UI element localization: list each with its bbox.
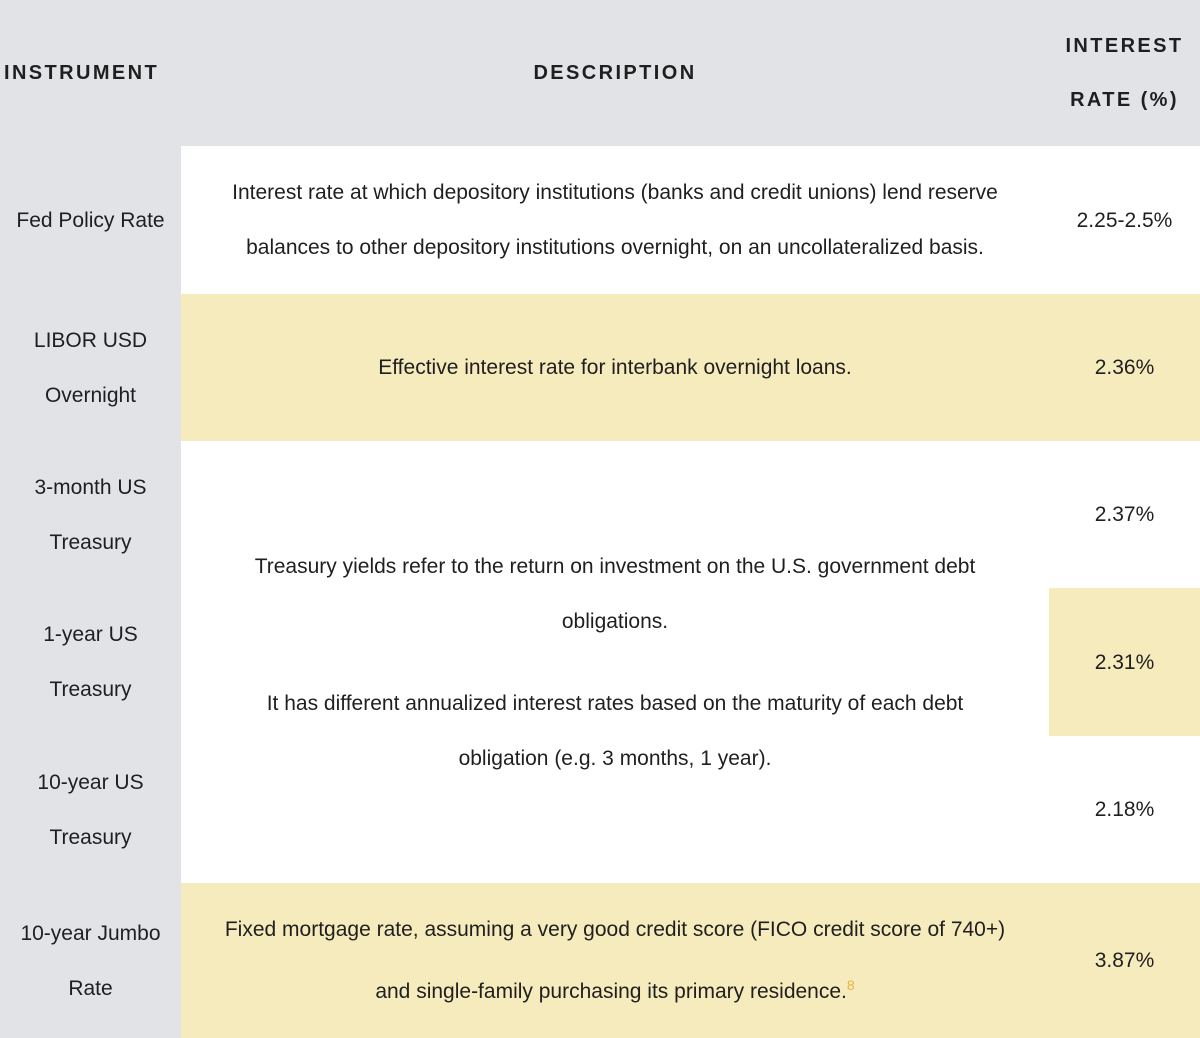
header-rate-line2: RATE (%) — [1070, 89, 1179, 111]
instrument-cell — [0, 441, 181, 588]
instrument-name: Fed Policy Rate — [16, 208, 165, 232]
instrument-cell — [0, 883, 181, 1038]
description-line-with-footnote — [375, 961, 854, 1023]
description-cell — [181, 883, 1049, 1038]
rate-value: 3.87% — [1094, 949, 1155, 972]
rate-cell — [1049, 883, 1200, 1038]
instrument-cell — [0, 588, 181, 736]
description-line: and single-family purchasing its primary residence. — [375, 979, 847, 1003]
header-rate — [1049, 0, 1200, 146]
instrument-name: Treasury — [49, 825, 132, 849]
instrument-cell — [0, 146, 181, 294]
description-line: Effective interest rate for interbank overnight loans. — [378, 356, 852, 379]
description-line: Interest rate at which depository institutions (banks and credit unions) lend reserve — [232, 181, 998, 204]
description-line: It has different annualized interest rates based on the maturity of each debt — [266, 691, 964, 715]
description-cell — [181, 294, 1049, 441]
instrument-name: 1-year US — [43, 623, 138, 646]
rate-value: 2.31% — [1094, 650, 1155, 674]
header-rate-line1: INTEREST — [1065, 35, 1184, 57]
rate-value: 2.25-2.5% — [1076, 208, 1173, 232]
rate-value: 2.36% — [1094, 356, 1155, 379]
rate-cell — [1049, 736, 1200, 883]
rate-value: 2.37% — [1094, 503, 1155, 526]
instrument-name: Treasury — [49, 530, 132, 554]
rate-cell — [1049, 294, 1200, 441]
rate-cell — [1049, 146, 1200, 294]
description-cell — [181, 146, 1049, 294]
description-line: Treasury yields refer to the return on investment on the U.S. government debt — [254, 554, 976, 578]
treasury-description-cell — [181, 441, 1049, 883]
header-instrument — [0, 0, 181, 146]
description-line: Fixed mortgage rate, assuming a very good credit score (FICO credit score of 740+) — [224, 917, 1006, 941]
description-line: obligations. — [561, 609, 669, 633]
instrument-name: LIBOR USD — [33, 328, 148, 352]
instrument-name: 10-year US — [37, 770, 144, 794]
instrument-name: 10-year Jumbo — [20, 921, 161, 945]
rate-cell — [1049, 441, 1200, 588]
header-description-label: DESCRIPTION — [533, 62, 697, 84]
instrument-name: Treasury — [49, 678, 132, 701]
instrument-name: Rate — [68, 976, 113, 1000]
rate-cell — [1049, 588, 1200, 736]
instrument-cell — [0, 736, 181, 883]
description-line: obligation (e.g. 3 months, 1 year). — [458, 746, 772, 770]
instrument-name: 3-month US — [34, 475, 147, 499]
instrument-name: Overnight — [44, 383, 137, 407]
header-instrument-label: INSTRUMENT — [4, 62, 160, 84]
instrument-cell — [0, 294, 181, 441]
description-line: balances to other depository institutions overnight, on an uncollateralized basis. — [246, 236, 984, 259]
footnote-marker[interactable]: 8 — [846, 976, 855, 993]
header-description — [181, 0, 1049, 146]
rate-value: 2.18% — [1094, 798, 1155, 821]
